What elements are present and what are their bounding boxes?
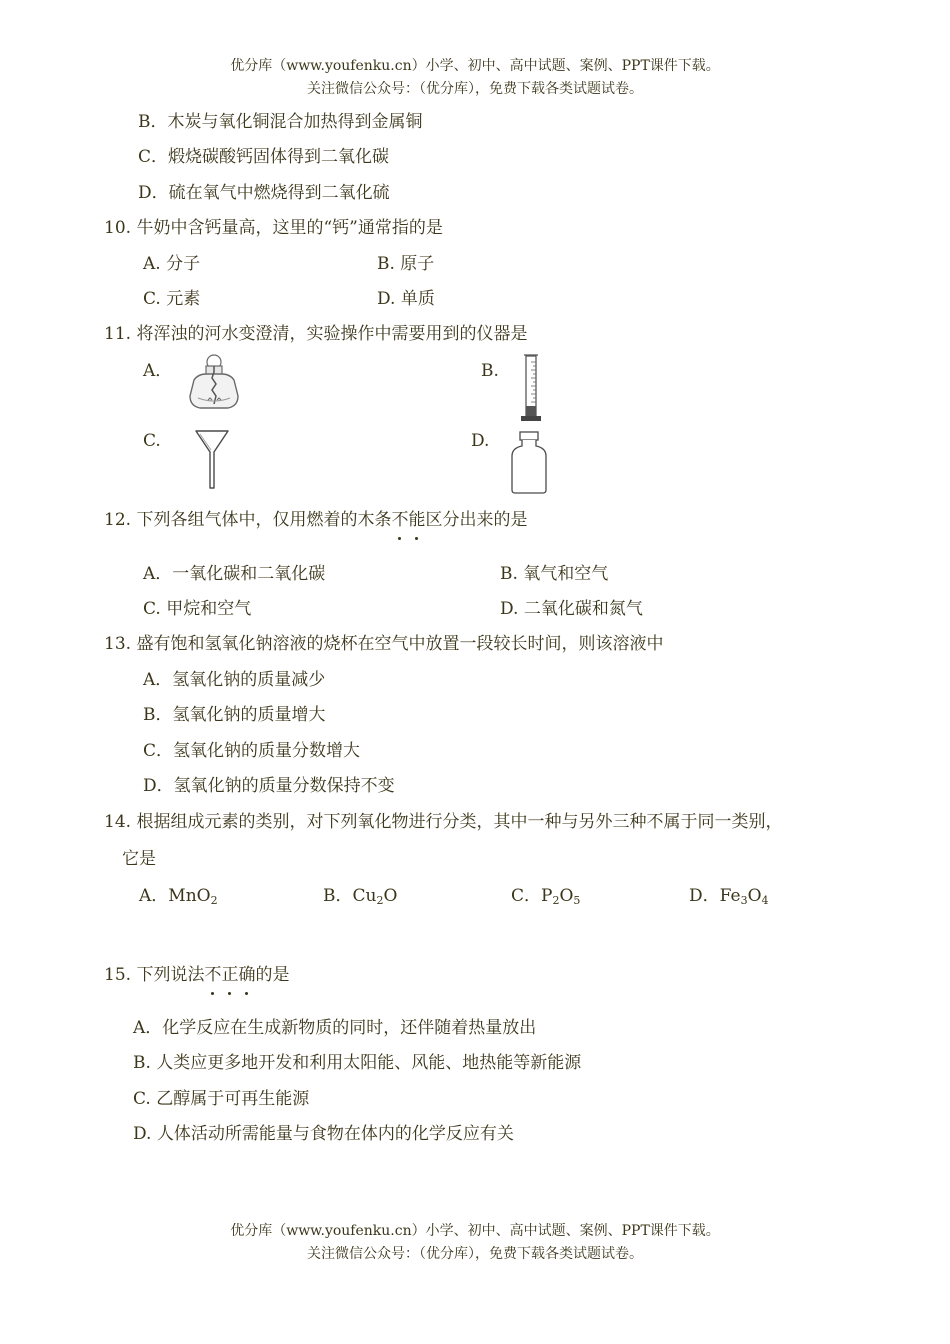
q13-option-b: B．氢氧化钠的质量增大 [143, 705, 326, 725]
q13-option-c: C．氢氧化钠的质量分数增大 [143, 741, 361, 761]
q15-emphasis-1: 不 [204, 965, 222, 985]
q15-option-d: D. 人体活动所需能量与食物在体内的化学反应有关 [133, 1124, 514, 1144]
q10-option-a: A. 分子 [143, 254, 201, 274]
q10-option-d: D. 单质 [377, 289, 435, 309]
footer-line-1: 优分库（www.youfenku.cn）小学、初中、高中试题、案例、PPT课件下载。 [230, 1223, 720, 1239]
alcohol-lamp-icon [184, 352, 244, 412]
q14-option-c [511, 885, 580, 907]
q10-stem: 10. 牛奶中含钙量高，这里的“钙”通常指的是 [104, 218, 443, 238]
q9-option-b: B．木炭与氧化铜混合加热得到金属铜 [138, 112, 423, 132]
q14-option-a [139, 885, 218, 907]
q12-option-b: B. 氧气和空气 [500, 564, 609, 584]
q11-stem: 11. 将浑浊的河水变澄清，实验操作中需要用到的仪器是 [104, 324, 528, 344]
q14-option-b-subscript-1: 2 [376, 894, 384, 907]
q14-option-c-formula-2: O [559, 886, 574, 906]
q14-option-c-subscript-1: 2 [552, 894, 560, 907]
q14-option-d-formula-2: O [747, 886, 762, 906]
footer-line-2: 关注微信公众号：（优分库），免费下载各类试题试卷。 [307, 1246, 643, 1262]
q14-option-c-subscript-2: 5 [573, 894, 581, 907]
reagent-bottle-icon [508, 430, 550, 496]
q9-option-d: D．硫在氧气中燃烧得到二氧化硫 [138, 183, 390, 203]
q15-option-c: C. 乙醇属于可再生能源 [133, 1089, 310, 1109]
header-line-2: 关注微信公众号：（优分库），免费下载各类试题试卷。 [307, 81, 643, 97]
q15-option-b: B. 人类应更多地开发和利用太阳能、风能、地热能等新能源 [133, 1053, 582, 1073]
q14-option-d-subscript-1: 3 [740, 894, 748, 907]
q14-option-b-formula-2: O [383, 886, 398, 906]
q13-stem: 13. 盛有饱和氢氧化钠溶液的烧杯在空气中放置一段较长时间，则该溶液中 [104, 634, 664, 654]
funnel-icon [194, 428, 230, 490]
q14-option-c-formula-1: P [541, 886, 553, 906]
q10-option-c: C. 元素 [143, 289, 201, 309]
q14-option-d-label: D． [689, 886, 720, 906]
graduated-cylinder-icon [518, 352, 544, 424]
q14-option-b-label: B． [323, 886, 353, 906]
q11-label-b: B. [481, 361, 499, 381]
q14-option-d-subscript-2: 4 [761, 894, 769, 907]
q12-stem [104, 509, 527, 531]
header-line-1: 优分库（www.youfenku.cn）小学、初中、高中试题、案例、PPT课件下载。 [230, 58, 720, 74]
q15-emphasis-3: 确 [238, 965, 256, 985]
q15-stem-pre: 15. 下列说法 [104, 965, 205, 985]
q12-stem-post: 区分出来的是 [425, 510, 528, 530]
q13-option-a: A．氢氧化钠的质量减少 [143, 670, 326, 690]
q14-option-a-subscript: 2 [210, 894, 218, 907]
q15-option-a: A．化学反应在生成新物质的同时，还伴随着热量放出 [133, 1018, 537, 1038]
q12-option-d: D. 二氧化碳和氮气 [500, 599, 643, 619]
q14-option-a-formula: MnO [168, 886, 211, 906]
q10-option-b: B. 原子 [377, 254, 435, 274]
q12-option-a: A．一氧化碳和二氧化碳 [143, 564, 326, 584]
q14-option-b-formula-1: Cu [352, 886, 377, 906]
q14-stem-line-2: 它是 [122, 849, 156, 869]
q15-stem-post: 的是 [255, 965, 290, 985]
q12-stem-pre: 12. 下列各组气体中，仅用燃着的木条 [104, 510, 392, 530]
q15-stem [104, 964, 289, 986]
q13-option-d: D．氢氧化钠的质量分数保持不变 [143, 776, 395, 796]
q14-option-a-label: A． [139, 886, 169, 906]
q11-label-a: A． [143, 361, 173, 381]
q12-emphasis-1: 不 [391, 510, 409, 530]
q12-option-c: C. 甲烷和空气 [143, 599, 252, 619]
q15-emphasis-2: 正 [221, 965, 239, 985]
q14-option-b [323, 885, 397, 907]
q9-option-c: C．煅烧碳酸钙固体得到二氧化碳 [138, 147, 390, 167]
q14-option-d [689, 885, 769, 907]
q12-emphasis-2: 能 [408, 510, 426, 530]
q11-label-d: D. [471, 431, 490, 451]
q11-label-c: C. [143, 431, 161, 451]
q14-stem-line-1: 14. 根据组成元素的类别，对下列氧化物进行分类，其中一种与另外三种不属于同一类别， [104, 812, 783, 832]
q14-option-d-formula-1: Fe [719, 886, 741, 906]
q14-option-c-label: C． [511, 886, 542, 906]
